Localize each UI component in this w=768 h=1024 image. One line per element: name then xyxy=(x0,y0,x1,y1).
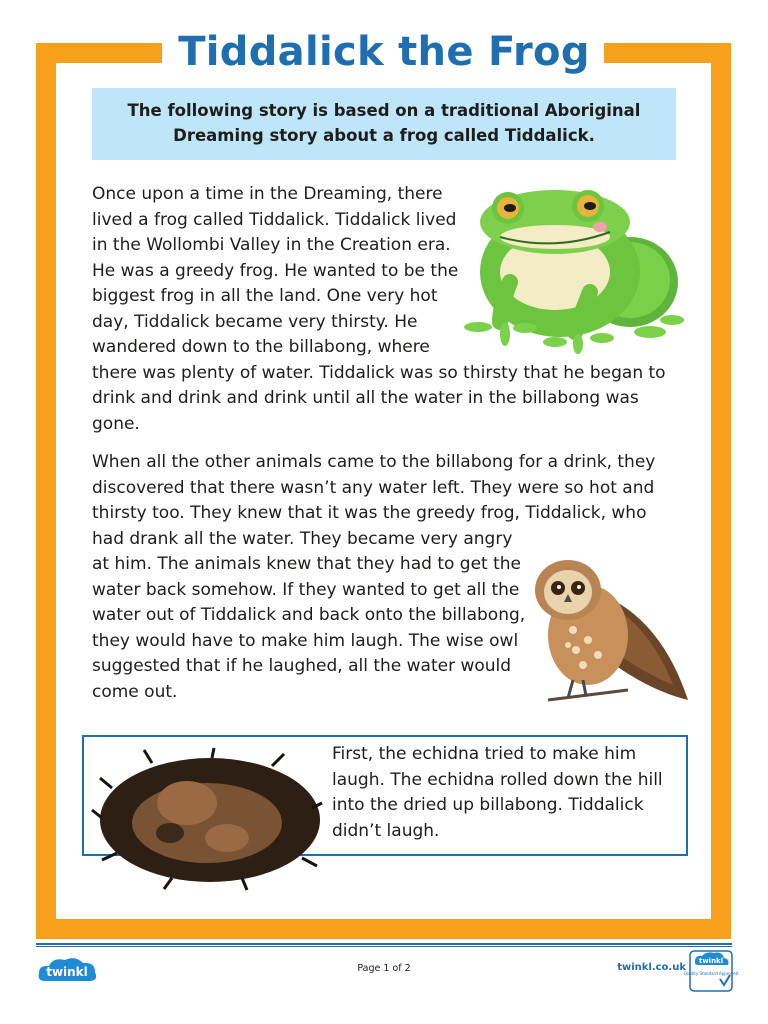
page-number: Page 1 of 2 xyxy=(357,963,411,974)
story-paragraph-2 xyxy=(92,450,682,710)
frog-illustration xyxy=(460,182,690,352)
svg-text:twinkl: twinkl xyxy=(698,957,724,965)
page-title: Tiddalick the Frog xyxy=(178,29,590,75)
owl-illustration xyxy=(528,550,688,710)
svg-text:twinkl: twinkl xyxy=(46,965,88,979)
quality-badge xyxy=(683,949,739,993)
paragraph-1-text: Once upon a time in the Dreaming, there lived a frog called Tiddalick. Tiddalick lived in the Wollombi Valley in the Creation era. He was a greedy frog. He wanted to be the biggest frog in all the land. One very hot day, Tiddalick became very thirsty. He wandered down to the billabong, where there was plenty of water. Tiddalick was so thirsty that he began to drink and drink and drink until all the water in the billabong was gone. xyxy=(92,184,666,434)
intro-box: The following story is based on a traditional Aboriginal Dreaming story about a frog called Tiddalick. xyxy=(92,88,676,160)
svg-text:Quality Standard Approved: Quality Standard Approved xyxy=(683,971,739,976)
echidna-illustration xyxy=(92,748,324,890)
paragraph-2-text: When all the other animals came to the billabong for a drink, they discovered that there wasn’t any water left. They were so hot and thirsty too. They knew that it was the greedy frog, Tiddalick, who had drank all the water. They became very angry at him. The animals knew that they had to get the water back somehow. If they wanted to get all the water out of Tiddalick and back onto the billabong, they would have to make him laugh. The wise owl suggested that if he laughed, all the water would come out. xyxy=(92,452,656,702)
story-paragraph-1 xyxy=(92,182,682,437)
echidna-text: First, the echidna tried to make him laugh. The echidna rolled down the hill into the dried up billabong. Tiddalick didn’t laugh. xyxy=(332,744,663,841)
site-link[interactable]: twinkl.co.uk xyxy=(617,962,686,973)
footer-divider xyxy=(36,943,732,947)
